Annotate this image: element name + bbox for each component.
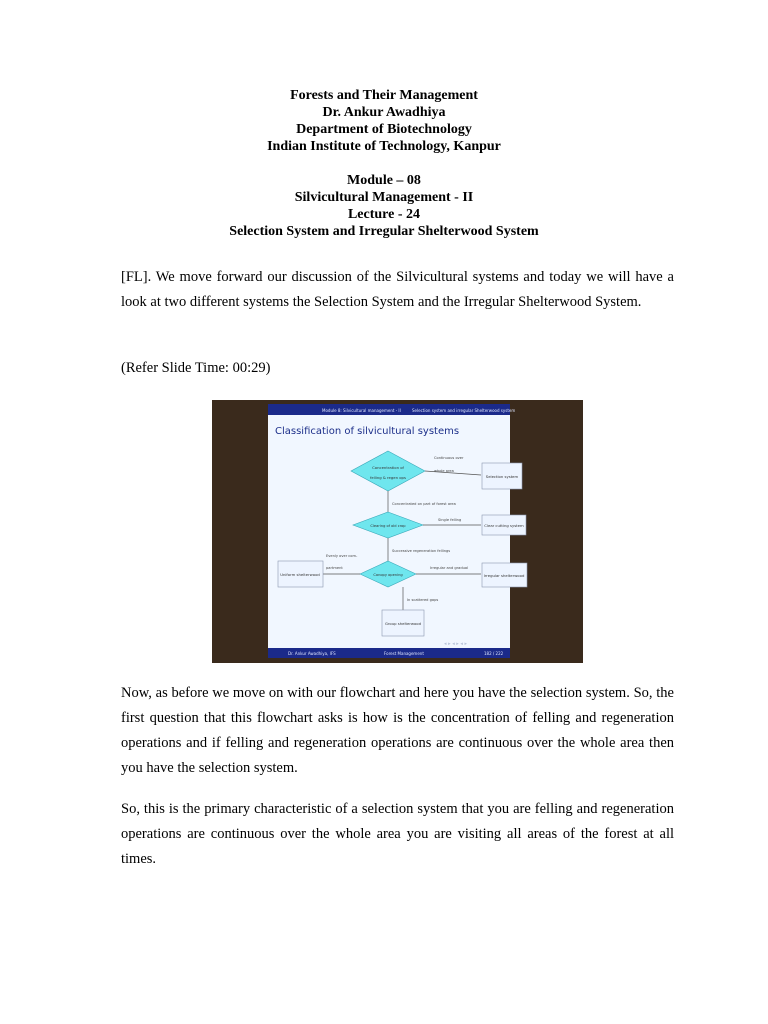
slide-footer-page: 182 / 222: [484, 651, 504, 656]
document-header: [0, 87, 768, 240]
edge-evenly-line2: partment: [326, 566, 343, 570]
course-title: Forests and Their Management: [290, 88, 478, 103]
department-name: Department of Biotechnology: [296, 122, 472, 137]
slide-title: Classification of silvicultural systems: [275, 426, 460, 437]
slide-top-left-text: Module 8: Silvicultural management - II: [322, 408, 401, 413]
box-clear-label: Clear cutting system: [484, 523, 524, 528]
edge-scattered: In scattered gaps: [407, 598, 439, 602]
paragraph-intro: [FL]. We move forward our discussion of the Silvicultural systems and today we will have a look at two different systems the Selection System and the Irregular Shelterwood System.: [121, 269, 674, 310]
edge-evenly-line1: Evenly over com-: [326, 554, 358, 558]
lecture-number: Lecture - 24: [347, 207, 421, 222]
slide-footer-center: Forest Management: [384, 651, 424, 656]
slide-top-right-text: Selection system and irregular Shelterwood system: [412, 408, 516, 413]
diamond1-line1: Concentration of: [372, 465, 404, 470]
edge-continuous-line1: Continuous over: [434, 456, 464, 460]
refer-slide-time: (Refer Slide Time: 00:29): [121, 360, 271, 376]
paragraph-selection: So, this is the primary characteristic of a selection system that you are felling and regeneration operations are continuous over the whole area you are visiting all areas of the forest at all times.: [121, 801, 674, 867]
slide-image: [212, 400, 583, 663]
diamond2-label: Clearing of old crop: [370, 524, 406, 528]
diamond3-label: Canopy opening: [373, 573, 403, 577]
slide-footer-author: Dr. Ankur Awadhiya, IFS: [288, 651, 336, 656]
edge-successive: Successive regeneration fellings: [392, 549, 451, 553]
diamond1-line2: felling & regen ops: [370, 475, 406, 480]
instructor-name: Dr. Ankur Awadhiya: [322, 105, 446, 120]
box-irregular-label: Irregular shelterwood: [483, 573, 525, 578]
module-title: Silvicultural Management - II: [294, 190, 474, 205]
box-uniform-label: Uniform shelterwood: [280, 572, 320, 577]
module-number: Module – 08: [347, 173, 421, 188]
edge-irregular: Irregular and gradual: [430, 566, 469, 570]
paragraph-flowchart: Now, as before we move on with our flowchart and here you have the selection system. So, the first question that this flowchart asks is how is the concentration of felling and regeneration operations and if felling and regeneration operations are continuous over the whole area then you have the selection system.: [121, 685, 674, 776]
box-selection-label: Selection system: [485, 474, 519, 479]
box-group-label: Group shelterwood: [384, 621, 422, 626]
institute-name: Indian Institute of Technology, Kanpur: [267, 139, 501, 154]
edge-continuous-line2: whole area: [434, 469, 454, 473]
lecture-title: Selection System and Irregular Shelterwood System: [229, 224, 539, 239]
edge-concentrated: Concentrated on part of forest area: [392, 502, 456, 506]
edge-single-felling: Single felling: [438, 518, 462, 522]
slide-nav-icons: ◂ ▸ ◂ ▸ ◂ ▸: [444, 641, 468, 647]
